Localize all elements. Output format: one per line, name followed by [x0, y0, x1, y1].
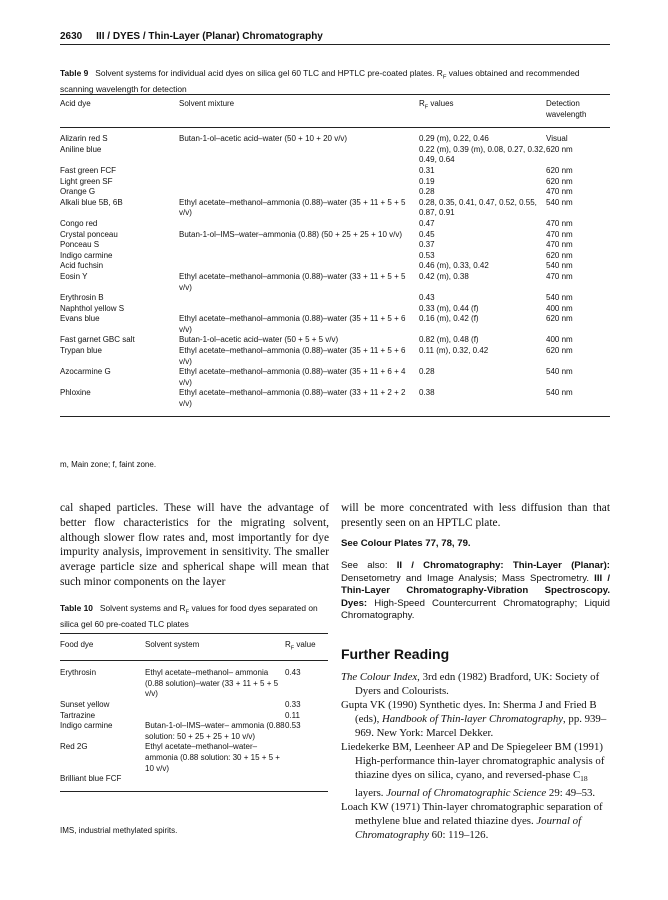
table-row	[60, 367, 610, 388]
detection-cell: Visual	[546, 134, 568, 144]
rf-cell: 0.53	[419, 250, 435, 260]
acid-dye-cell: Azocarmine G	[60, 367, 111, 377]
solvent-cell	[179, 293, 419, 304]
rf-cell: 0.53	[285, 721, 301, 731]
col-solvent-mixture: Solvent mixture	[179, 95, 419, 128]
solvent-cell: Ethyl acetate–methanol–ammonia (0.88)–water (33 + 11 + 2 + 2 v/v)	[179, 388, 406, 409]
rf-cell: 0.33	[285, 699, 301, 709]
see-colour-plates: See Colour Plates 77, 78, 79.	[341, 538, 471, 549]
acid-dye-cell: Fast garnet GBC salt	[60, 335, 135, 345]
solvent-cell: Ethyl acetate–methanol–ammonia (0.88)–water (35 + 11 + 5 + 6 v/v)	[179, 346, 406, 366]
see-also-link-1[interactable]: II / Chromatography: Thin-Layer (Planar):	[396, 560, 610, 571]
acid-dye-cell: Naphthol yellow S	[60, 303, 125, 313]
solvent-cell: Ethyl acetate–methanol– ammonia (0.88 solution)–water (33 + 11 + 5 + 5 v/v)	[145, 668, 279, 699]
solvent-cell	[179, 145, 419, 166]
reference-item: The Colour Index, 3rd edn (1982) Bradford, UK: Society of Dyers and Colourists.	[341, 671, 600, 697]
acid-dye-cell: Fast green FCF	[60, 165, 117, 175]
table-row	[60, 314, 610, 335]
rf-cell: 0.82 (m), 0.48 (f)	[419, 335, 479, 345]
rf-cell	[285, 742, 328, 774]
detection-cell: 620 nm	[546, 165, 573, 175]
table-row	[60, 219, 610, 230]
reference-item: Gupta VK (1990) Synthetic dyes. In: Sherma J and Fried B (eds), Handbook of Thin-layer Chromatography, pp. 939–969. New York: Marcel Dekker.	[341, 699, 607, 739]
rf-cell: 0.38	[419, 388, 435, 398]
rf-cell: 0.43	[285, 668, 301, 678]
rf-cell: 0.33 (m), 0.44 (f)	[419, 303, 479, 313]
acid-dye-cell: Alizarin red S	[60, 134, 108, 144]
rf-cell: 0.29 (m), 0.22, 0.46	[419, 134, 489, 144]
further-reading-list	[341, 670, 610, 842]
acid-dye-cell: Crystal ponceau	[60, 229, 118, 239]
rf-cell: 0.11	[285, 710, 300, 720]
solvent-cell	[145, 774, 285, 791]
see-also-link-3[interactable]: Dyes:	[341, 597, 368, 609]
rf-cell: 0.31	[419, 165, 435, 175]
rf-cell: 0.37	[419, 240, 435, 250]
food-dye-cell: Erythrosin	[60, 668, 97, 678]
acid-dye-cell: Aniline blue	[60, 144, 102, 154]
table9-header-row	[60, 95, 610, 128]
table-row	[60, 721, 328, 742]
acid-dye-cell: Erythrosin B	[60, 293, 104, 303]
rf-cell: 0.28	[419, 187, 435, 197]
table-row	[60, 166, 610, 177]
rf-cell: 0.28, 0.35, 0.41, 0.47, 0.52, 0.55, 0.87, 0.91	[419, 197, 537, 218]
acid-dye-cell: Eosin Y	[60, 271, 88, 281]
table-row	[60, 711, 328, 722]
further-reading-title: Further Reading	[341, 646, 450, 662]
see-also: See also: II / Chromatography: Thin-Layer (Planar): Densetometry and Image Analysis; Mass Spectrometry. III / Thin-Layer Chromatography-Vibration Spectroscopy. Dyes: High-Speed Countercurrent Chromatography; Liquid Chromatography.	[341, 560, 610, 622]
detection-cell: 400 nm	[546, 335, 573, 345]
detection-cell: 470 nm	[546, 240, 573, 250]
rf-cell: 0.28	[419, 367, 435, 377]
table-row	[60, 177, 610, 188]
rf-cell: 0.22 (m), 0.39 (m), 0.08, 0.27, 0.32, 0.49, 0.64	[419, 144, 546, 165]
food-dye-cell: Red 2G	[60, 742, 88, 752]
table-row	[60, 272, 610, 293]
table-row	[60, 774, 328, 791]
table-row	[60, 145, 610, 166]
left-body-text: cal shaped particles. These will have the advantage of better flow characteristics for the migrating solvent, although slower flow rates and, most importantly for dye impurity analysis, improvement in sensitivity. The smaller average particle size and spherical shape will mean that such minor components on the layer	[60, 502, 329, 588]
solvent-cell: Butan-1-ol–acetic acid–water (50 + 10 + 20 v/v)	[179, 134, 348, 144]
detection-cell: 620 nm	[546, 250, 573, 260]
solvent-cell: Butan-1-ol–IMS–water– ammonia (0.88 solution: 50 + 25 + 25 + 10 v/v)	[145, 721, 285, 741]
detection-cell: 470 nm	[546, 271, 573, 281]
acid-dye-cell: Congo red	[60, 218, 98, 228]
solvent-cell	[179, 304, 419, 315]
table-row	[60, 230, 610, 241]
detection-cell: 540 nm	[546, 293, 573, 303]
rf-cell: 0.45	[419, 229, 435, 239]
col-detection-wavelength: Detection wavelength	[546, 95, 610, 128]
table9	[60, 94, 610, 417]
table-row	[60, 187, 610, 198]
acid-dye-cell: Orange G	[60, 187, 96, 197]
table10-caption: Table 10 Solvent systems and $R_F$ values for food dyes separated on silica gel 60 pre-coated TLC plates	[60, 603, 318, 629]
solvent-cell	[179, 177, 419, 188]
table-row	[60, 661, 328, 700]
food-dye-cell: Indigo carmine	[60, 721, 113, 731]
rf-cell: 0.46 (m), 0.33, 0.42	[419, 261, 489, 271]
solvent-cell: Butan-1-ol–acetic acid–water (50 + 5 + 5 v/v)	[179, 335, 339, 345]
table-row	[60, 742, 328, 774]
table10-footnote: IMS, industrial methylated spirits.	[60, 826, 178, 835]
acid-dye-cell: Acid fuchsin	[60, 261, 104, 271]
col-rf-values: $R_F$ values	[419, 95, 546, 128]
solvent-cell	[179, 166, 419, 177]
table10	[60, 633, 328, 792]
reference-item: Liedekerke BM, Leenheer AP and De Spiegeleer BM (1991) High-performance thin-layer chromatographic analysis of thiazine dyes on silica, cyano, and reversed-phase $C_{18}$ layers. Journal of Chromatographic Science 29: 49–53.	[341, 741, 605, 800]
rf-cell: 0.19	[419, 176, 435, 186]
table-row	[60, 700, 328, 711]
acid-dye-cell: Light green SF	[60, 176, 113, 186]
right-body-text: will be more concentrated with less diffusion than that presently seen on an HPTLC plate.	[341, 502, 610, 529]
solvent-cell	[145, 711, 285, 722]
acid-dye-cell: Alkali blue 5B, 6B	[60, 197, 123, 207]
table9-label: Table 9	[60, 68, 89, 78]
col-rf-value: $R_F$ value	[285, 634, 328, 661]
solvent-cell: Ethyl acetate–methanol–ammonia (0.88)–water (33 + 11 + 5 + 5 v/v)	[179, 271, 406, 292]
detection-cell: 470 nm	[546, 229, 573, 239]
table-row	[60, 304, 610, 315]
solvent-cell	[179, 219, 419, 230]
food-dye-cell: Brilliant blue FCF	[60, 774, 122, 784]
rf-cell	[285, 774, 328, 791]
table-row	[60, 251, 610, 262]
table-row	[60, 261, 610, 272]
header-rule	[60, 44, 610, 45]
food-dye-cell: Tartrazine	[60, 710, 96, 720]
detection-cell: 470 nm	[546, 218, 573, 228]
solvent-cell: Ethyl acetate–methanol–water– ammonia (0.88 solution: 30 + 15 + 5 + 10 v/v)	[145, 742, 280, 773]
acid-dye-cell: Indigo carmine	[60, 250, 113, 260]
detection-cell: 620 nm	[546, 176, 573, 186]
solvent-cell	[179, 261, 419, 272]
acid-dye-cell: Phloxine	[60, 388, 91, 398]
col-acid-dye: Acid dye	[60, 95, 179, 128]
running-header	[60, 31, 323, 42]
detection-cell: 540 nm	[546, 261, 573, 271]
reference-item: Loach KW (1971) Thin-layer chromatographic separation of methylene blue and related thiazine dyes. Journal of Chromatography 60: 119–126.	[341, 801, 603, 842]
col-solvent-system: Solvent system	[145, 634, 285, 661]
solvent-cell: Ethyl acetate–methanol–ammonia (0.88)–water (35 + 11 + 6 + 4 v/v)	[179, 367, 406, 387]
acid-dye-cell: Evans blue	[60, 314, 100, 324]
table-row	[60, 293, 610, 304]
rf-cell: 0.11 (m), 0.32, 0.42	[419, 346, 489, 356]
table10-label: Table 10	[60, 603, 93, 613]
detection-cell: 620 nm	[546, 144, 573, 154]
food-dye-cell: Sunset yellow	[60, 699, 110, 709]
solvent-cell	[145, 700, 285, 711]
solvent-cell	[179, 187, 419, 198]
rf-cell: 0.47	[419, 218, 435, 228]
running-title: III / DYES / Thin-Layer (Planar) Chromatography	[96, 31, 323, 42]
page-number: 2630	[60, 31, 83, 42]
detection-cell: 470 nm	[546, 187, 573, 197]
col-food-dye: Food dye	[60, 634, 145, 661]
table-row	[60, 335, 610, 346]
table9-caption: Table 9 Solvent systems for individual acid dyes on silica gel 60 TLC and HPTLC pre-coated plates. $R_F$ values obtained and recommended scanning wavelength for detection	[60, 68, 580, 94]
table9-footnote: m, Main zone; f, faint zone.	[60, 460, 157, 469]
see-also-link-2[interactable]: III / Thin-Layer Chromatography-Vibration Spectroscopy.	[341, 572, 610, 597]
detection-cell: 620 nm	[546, 346, 573, 356]
table10-header-row	[60, 634, 328, 661]
solvent-cell	[179, 251, 419, 262]
acid-dye-cell: Ponceau S	[60, 240, 100, 250]
table-row	[60, 240, 610, 251]
table-row	[60, 198, 610, 219]
solvent-cell	[179, 240, 419, 251]
table-row	[60, 346, 610, 367]
rf-cell: 0.43	[419, 293, 435, 303]
table-row	[60, 388, 610, 416]
acid-dye-cell: Trypan blue	[60, 346, 102, 356]
solvent-cell: Ethyl acetate–methanol–ammonia (0.88)–water (35 + 11 + 5 + 6 v/v)	[179, 314, 406, 334]
detection-cell: 540 nm	[546, 388, 573, 398]
solvent-cell: Ethyl acetate–methanol–ammonia (0.88)–water (35 + 11 + 5 + 5 v/v)	[179, 197, 406, 218]
rf-cell: 0.42 (m), 0.38	[419, 271, 469, 281]
table-row	[60, 128, 610, 145]
solvent-cell: Butan-1-ol–IMS–water–ammonia (0.88) (50 + 25 + 25 + 10 v/v)	[179, 229, 403, 239]
detection-cell: 620 nm	[546, 314, 573, 324]
detection-cell: 540 nm	[546, 367, 573, 377]
detection-cell: 540 nm	[546, 197, 573, 207]
rf-cell: 0.16 (m), 0.42 (f)	[419, 314, 479, 324]
detection-cell: 400 nm	[546, 303, 573, 313]
